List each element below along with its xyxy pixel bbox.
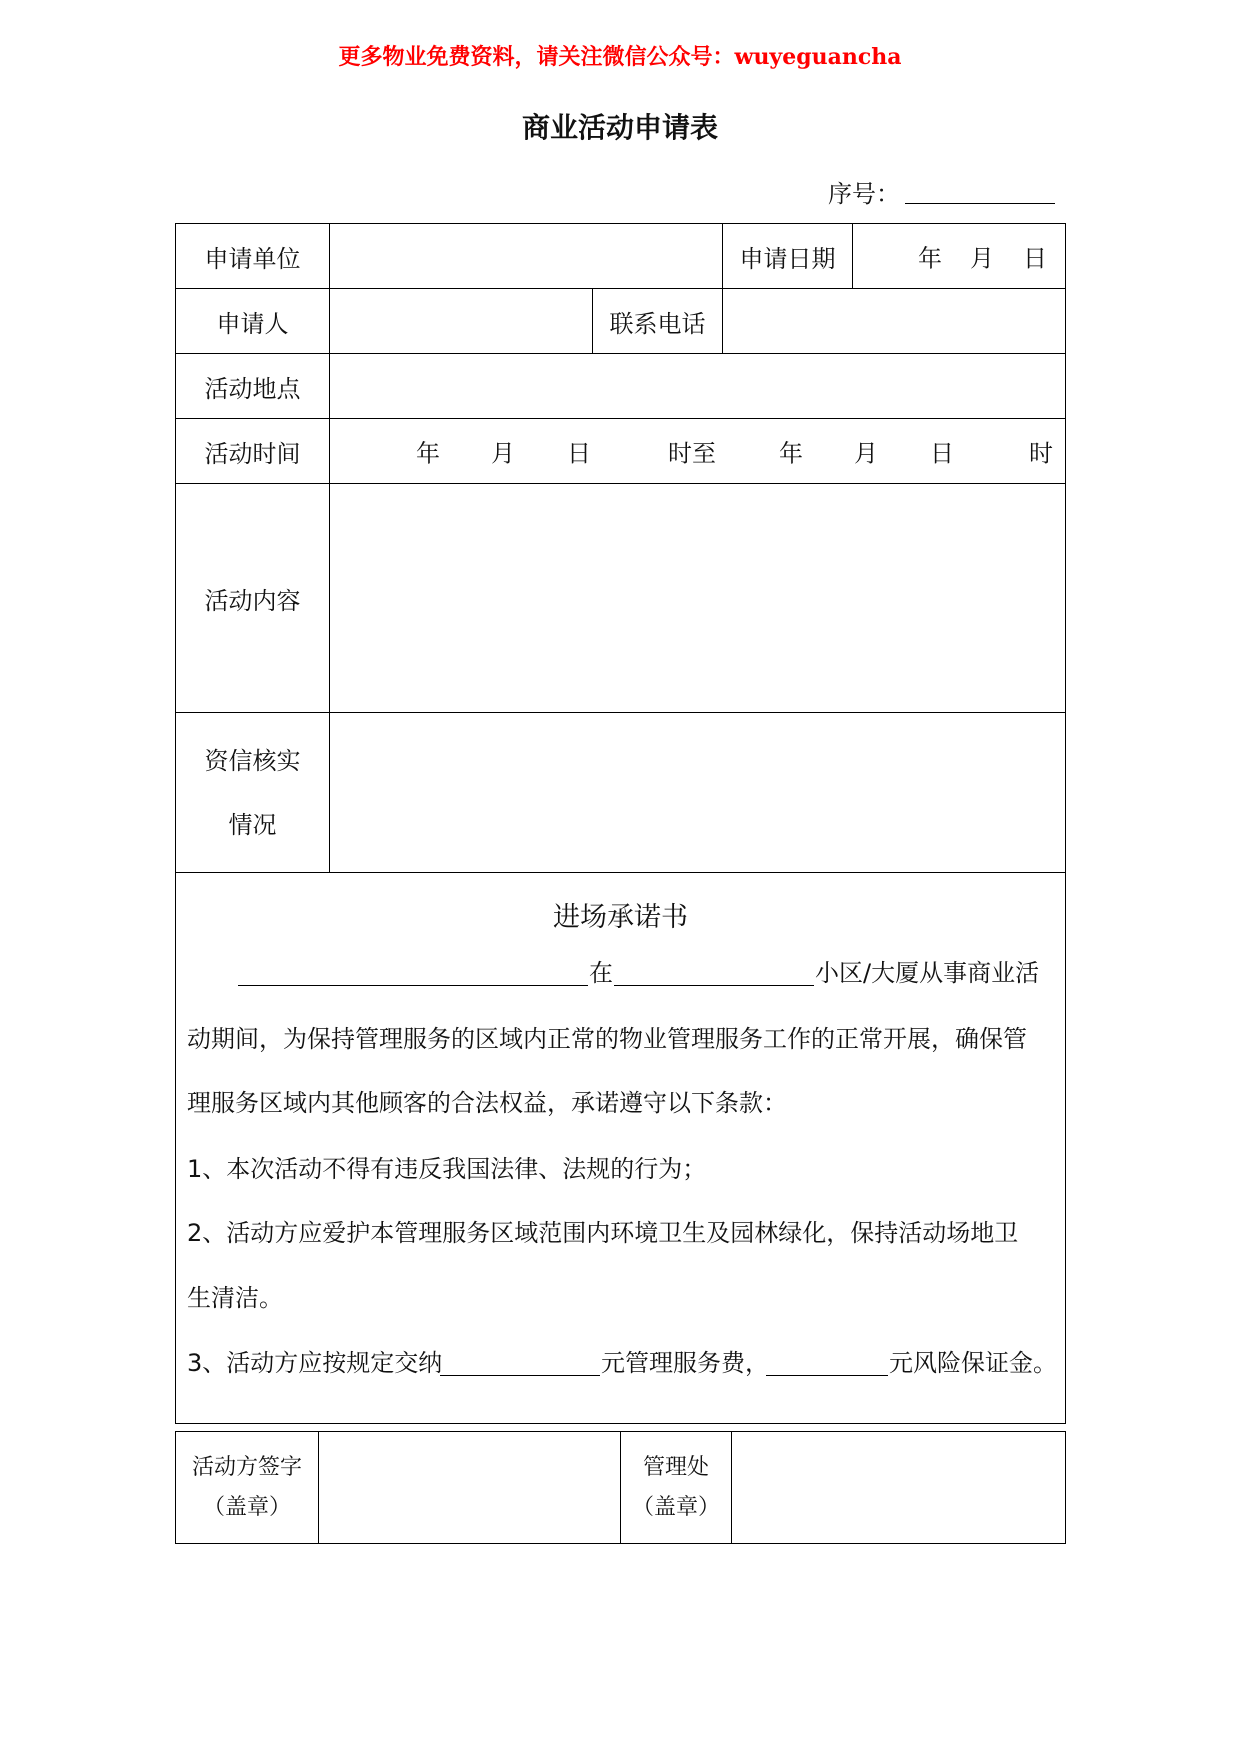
office-label bbox=[621, 1432, 732, 1544]
promo-banner: 更多物业免费资料，请关注微信公众号：wuyeguancha bbox=[338, 44, 902, 70]
pledge-item-3-mid: 元管理服务费， bbox=[601, 1349, 769, 1377]
pledge-title: 进场承诺书 bbox=[553, 902, 688, 933]
row-pledge bbox=[176, 873, 1066, 1424]
applicant-label: 申请人 bbox=[176, 289, 330, 354]
start-day-text: 日 bbox=[567, 439, 591, 468]
content-label: 活动内容 bbox=[176, 484, 330, 713]
applicant-field[interactable] bbox=[330, 289, 593, 354]
pledge-line-2: 动期间，为保持管理服务的区域内正常的物业管理服务工作的正常开展，确保管 bbox=[187, 1025, 1027, 1053]
row-applicant bbox=[176, 289, 1066, 354]
end-year-text: 年 bbox=[779, 439, 803, 468]
apply-date-label: 申请日期 bbox=[723, 224, 853, 289]
community-name-blank[interactable] bbox=[614, 985, 814, 986]
serial-label: 序号： bbox=[828, 180, 900, 208]
pledge-item-3-suffix: 元风险保证金。 bbox=[889, 1349, 1057, 1377]
row-content bbox=[176, 484, 1066, 713]
end-hour-text: 时 bbox=[1029, 439, 1053, 468]
row-credit bbox=[176, 713, 1066, 873]
phone-label: 联系电话 bbox=[593, 289, 723, 354]
start-month-text: 月 bbox=[491, 439, 515, 468]
pledge-line-3: 理服务区域内其他顾客的合法权益，承诺遵守以下条款： bbox=[187, 1089, 787, 1117]
credit-label-line-2: 情况 bbox=[228, 810, 277, 839]
day-text: 日 bbox=[1023, 244, 1047, 273]
start-year-text: 年 bbox=[416, 439, 440, 468]
office-text: 管理处 bbox=[642, 1454, 709, 1480]
location-field[interactable] bbox=[330, 354, 1066, 419]
hour-to-text: 时至 bbox=[668, 439, 716, 468]
row-unit bbox=[176, 224, 1066, 289]
office-seal-text: （盖章） bbox=[631, 1494, 720, 1520]
form-title: 商业活动申请表 bbox=[521, 111, 718, 144]
serial-input-line[interactable] bbox=[905, 203, 1055, 204]
pledge-item-2a: 2、活动方应爱护本管理服务区域范围内环境卫生及园林绿化，保持活动场地卫 bbox=[187, 1219, 1019, 1247]
month-text: 月 bbox=[970, 244, 994, 273]
party-name-blank[interactable] bbox=[238, 985, 588, 986]
pledge-line1-tail: 小区/大厦从事商业活 bbox=[815, 959, 1040, 987]
time-label: 活动时间 bbox=[176, 419, 330, 484]
unit-label: 申请单位 bbox=[176, 224, 330, 289]
year-text: 年 bbox=[918, 244, 942, 273]
pledge-at-text: 在 bbox=[589, 959, 613, 987]
row-time bbox=[176, 419, 1066, 484]
row-signature bbox=[176, 1432, 1066, 1544]
unit-field[interactable] bbox=[330, 224, 723, 289]
pledge-section bbox=[176, 873, 1066, 1424]
location-label: 活动地点 bbox=[176, 354, 330, 419]
office-signature-field[interactable] bbox=[732, 1432, 1066, 1544]
party-signature-text: 活动方签字 bbox=[191, 1454, 302, 1480]
phone-field[interactable] bbox=[723, 289, 1066, 354]
credit-field[interactable] bbox=[330, 713, 1066, 873]
credit-label bbox=[176, 713, 330, 873]
party-signature-field[interactable] bbox=[319, 1432, 621, 1544]
party-signature-label bbox=[176, 1432, 319, 1544]
time-field[interactable] bbox=[330, 419, 1066, 484]
pledge-item-2b: 生清洁。 bbox=[187, 1284, 283, 1312]
credit-label-line-1: 资信核实 bbox=[204, 746, 301, 775]
end-day-text: 日 bbox=[930, 439, 954, 468]
service-fee-blank[interactable] bbox=[440, 1375, 600, 1376]
end-month-text: 月 bbox=[854, 439, 878, 468]
content-field[interactable] bbox=[330, 484, 1066, 713]
application-form-table bbox=[175, 223, 1066, 1424]
apply-date-field[interactable] bbox=[853, 224, 1066, 289]
pledge-item-1: 1、本次活动不得有违反我国法律、法规的行为； bbox=[187, 1155, 707, 1183]
party-seal-text: （盖章） bbox=[202, 1494, 291, 1520]
deposit-blank[interactable] bbox=[766, 1375, 888, 1376]
row-location bbox=[176, 354, 1066, 419]
pledge-item-3-prefix: 3、活动方应按规定交纳 bbox=[187, 1349, 443, 1377]
signature-table bbox=[175, 1431, 1066, 1544]
